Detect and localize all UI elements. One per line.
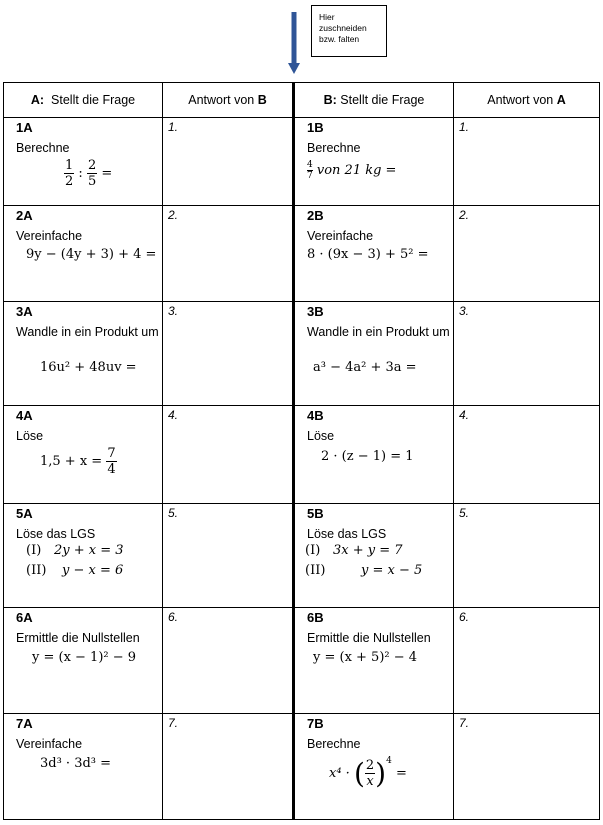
question-cell-b: [294, 406, 454, 504]
answer-number: 2.: [459, 208, 470, 222]
question-cell-b: [294, 504, 454, 608]
cut-note-line: zuschneiden: [319, 23, 367, 33]
question-cell-a: [4, 118, 163, 206]
task-row: [4, 118, 600, 206]
task-instruction: Vereinfache: [16, 737, 83, 751]
worksheet-table: [3, 82, 600, 820]
answer-cell[interactable]: [454, 406, 600, 504]
question-cell-b: [294, 206, 454, 302]
task-row: [4, 206, 600, 302]
answer-number: 6.: [168, 610, 179, 624]
answer-cell[interactable]: [454, 302, 600, 406]
task-instruction: Berechne: [16, 141, 70, 155]
answer-cell[interactable]: [454, 714, 600, 820]
task-expression: a³ − 4a² + 3a =: [313, 360, 417, 375]
task-number: 7B: [307, 716, 324, 731]
task-instruction: Vereinfache: [307, 229, 374, 243]
task-number: 4B: [307, 408, 324, 423]
answer-cell[interactable]: [454, 118, 600, 206]
task-number: 5A: [16, 506, 33, 521]
answer-number: 4.: [459, 408, 470, 422]
answer-number: 3.: [168, 304, 179, 318]
task-expression: 1,5 + x = $\frac{7}{4}$: [40, 446, 116, 477]
task-row: [4, 406, 600, 504]
answer-number: 4.: [168, 408, 179, 422]
header-answer-b: Antwort von B: [163, 83, 294, 118]
question-cell-a: [4, 406, 163, 504]
task-number: 1A: [16, 120, 33, 135]
answer-cell[interactable]: [163, 406, 294, 504]
answer-cell[interactable]: [454, 608, 600, 714]
cut-note-line: bzw. falten: [319, 34, 360, 44]
answer-number: 3.: [459, 304, 470, 318]
task-instruction: Vereinfache: [16, 229, 83, 243]
task-number: 3B: [307, 304, 324, 319]
task-row: [4, 504, 600, 608]
task-equation-system: (I) 3x + y = 7 (II) y = x − 5: [305, 543, 423, 578]
question-cell-b: [294, 608, 454, 714]
answer-cell[interactable]: [454, 206, 600, 302]
task-instruction: Löse das LGS: [307, 527, 387, 541]
task-number: 3A: [16, 304, 33, 319]
task-equation-system: (I) 2y + x = 3 (II) y − x = 6: [26, 543, 124, 578]
task-expression: $\frac{1}{2}$ : $\frac{2}{5}$ =: [65, 158, 113, 189]
task-row: [4, 608, 600, 714]
task-expression: 16u² + 48uv =: [40, 360, 137, 375]
header-answer-a: Antwort von A: [454, 83, 600, 118]
answer-number: 5.: [168, 506, 179, 520]
task-expression: x⁴ · ( $\frac{2}{x}$ )$^4$ =: [329, 756, 407, 790]
task-expression: $\frac{4}{7}$ von 21 kg =: [307, 160, 397, 181]
task-expression: 8 · (9x − 3) + 5² =: [307, 247, 429, 262]
answer-number: 1.: [459, 120, 470, 134]
task-expression: 9y − (4y + 3) + 4 =: [26, 247, 157, 262]
task-number: 6A: [16, 610, 33, 625]
task-expression: 2 · (z − 1) = 1: [321, 449, 414, 464]
task-number: 4A: [16, 408, 33, 423]
task-number: 7A: [16, 716, 33, 731]
question-cell-a: [4, 206, 163, 302]
down-arrow-icon: [288, 12, 300, 74]
answer-number: 1.: [168, 120, 179, 134]
question-cell-a: [4, 504, 163, 608]
answer-number: 7.: [168, 716, 179, 730]
answer-cell[interactable]: [163, 302, 294, 406]
header-row: [4, 83, 600, 118]
header-b: B: Stellt die Frage: [294, 83, 454, 118]
task-number: 1B: [307, 120, 324, 135]
task-instruction: Wandle in ein Produkt um: [307, 325, 450, 339]
task-instruction: Ermittle die Nullstellen: [16, 631, 140, 645]
task-number: 2A: [16, 208, 33, 223]
answer-cell[interactable]: [163, 206, 294, 302]
answer-cell[interactable]: [454, 504, 600, 608]
answer-cell[interactable]: [163, 118, 294, 206]
question-cell-a: [4, 608, 163, 714]
task-instruction: Wandle in ein Produkt um: [16, 325, 159, 339]
task-instruction: Berechne: [307, 737, 361, 751]
answer-number: 6.: [459, 610, 470, 624]
task-instruction: Löse: [307, 429, 335, 443]
question-cell-b: [294, 118, 454, 206]
task-row: [4, 302, 600, 406]
question-cell-b: [294, 714, 454, 820]
answer-number: 5.: [459, 506, 470, 520]
task-expression: y = (x + 5)² − 4: [313, 650, 418, 665]
answer-cell[interactable]: [163, 608, 294, 714]
task-instruction: Berechne: [307, 141, 361, 155]
header-a: A: Stellt die Frage: [4, 83, 163, 118]
answer-cell[interactable]: [163, 504, 294, 608]
answer-number: 7.: [459, 716, 470, 730]
task-expression: 3d³ · 3d³ =: [40, 756, 112, 771]
task-expression: y = (x − 1)² − 9: [32, 650, 137, 665]
task-row: [4, 714, 600, 820]
question-cell-b: [294, 302, 454, 406]
task-number: 6B: [307, 610, 324, 625]
task-instruction: Löse: [16, 429, 44, 443]
task-number: 5B: [307, 506, 324, 521]
question-cell-a: [4, 714, 163, 820]
task-instruction: Löse das LGS: [16, 527, 96, 541]
answer-number: 2.: [168, 208, 179, 222]
task-instruction: Ermittle die Nullstellen: [307, 631, 431, 645]
question-cell-a: [4, 302, 163, 406]
cut-note-line: Hier: [319, 12, 335, 22]
task-number: 2B: [307, 208, 324, 223]
cut-note-box: [311, 5, 387, 57]
answer-cell[interactable]: [163, 714, 294, 820]
